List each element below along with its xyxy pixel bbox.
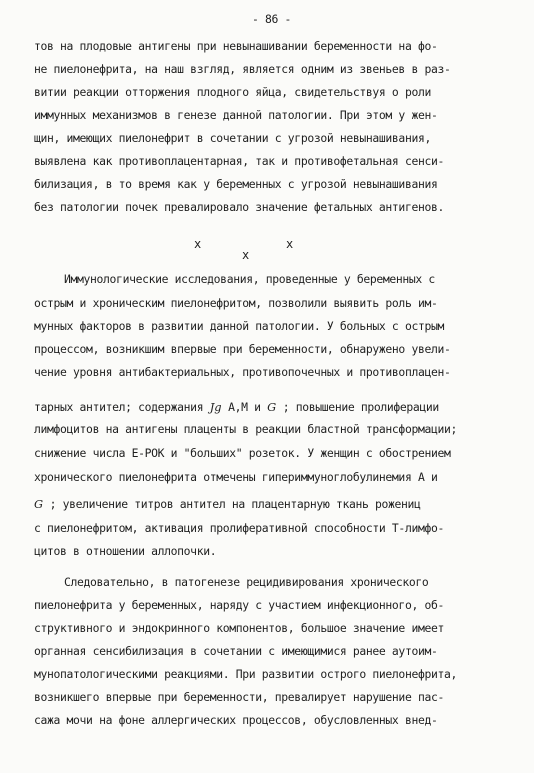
paragraph-3-line-1: Следовательно, в патогенезе рецидивирования хронического	[64, 575, 429, 589]
line-6-start: тарных антител; содержания	[34, 400, 210, 414]
paragraph-2-line-12: цитов в отношении аллопочки.	[34, 544, 217, 558]
paragraph-2-line-1: Иммунологические исследования, проведенные у беременных с	[64, 272, 435, 286]
paragraph-1-line-7: билизация, в то время как у беременных с угрозой невынашивания	[34, 177, 438, 191]
line-6-end: ; повышение пролиферации	[276, 400, 439, 414]
paragraph-1-line-2: не пиелонефрита, на наш взгляд, является одним из звеньев в раз-	[34, 62, 451, 76]
paragraph-1-line-8: без патологии почек превалировало значение фетальных антигенов.	[34, 200, 444, 214]
separator-mark-middle: х	[242, 248, 250, 262]
paragraph-1-line-1: тов на плодовые антигены при невынашивании беременности на фо-	[34, 39, 438, 53]
paragraph-2-line-9: хронического пиелонефрита отмечены гипериммуноглобулинемия А и	[34, 470, 438, 484]
page-number: - 86 -	[252, 12, 292, 26]
separator-mark-right: х	[286, 237, 294, 251]
paragraph-3-line-6: возникшего впервые при беременности, превалирует нарушение пас-	[34, 690, 444, 704]
paragraph-2-line-10	[34, 497, 421, 511]
paragraph-1-line-5: щин, имеющих пиелонефрит в сочетании с угрозой невынашивания,	[34, 131, 431, 145]
paragraph-3-line-2: пиелонефрита у беременных, наряду с участием инфекционного, об-	[34, 598, 444, 612]
paragraph-2-line-7: лимфоцитов на антигены плаценты в реакции бластной трансформации;	[34, 422, 458, 436]
paragraph-2-line-4: процессом, возникшим впервые при беременности, обнаружено увели-	[34, 342, 451, 356]
line-10-end: ; увеличение титров антител на плацентарную ткань рожениц	[43, 497, 421, 511]
immunoglobulin-g-symbol-2: G	[34, 497, 44, 511]
line-6-middle: А,М и	[221, 400, 268, 414]
paragraph-3-line-5: мунопатологическими реакциями. При развитии острого пиелонефрита,	[34, 667, 458, 681]
paragraph-2-line-8: снижение числа Е-РОК и "больших" розеток. У женщин с обострением	[34, 446, 451, 460]
separator-mark-left: х	[194, 237, 202, 251]
paragraph-2-line-3: мунных факторов в развитии данной патологии. У больных с острым	[34, 319, 444, 333]
paragraph-2-line-2: острым и хроническим пиелонефритом, позволили выявить роль им-	[34, 296, 438, 310]
paragraph-3-line-7: сажа мочи на фоне аллергических процессов, обусловленных внед-	[34, 713, 438, 727]
paragraph-2-line-5: чение уровня антибактериальных, противопочечных и противоплацен-	[34, 365, 451, 379]
paragraph-2-line-11: с пиелонефритом, активация пролиферативной способности Т-лимфо-	[34, 521, 444, 535]
paragraph-1-line-4: иммунных механизмов в генезе данной патологии. При этом у жен-	[34, 108, 438, 122]
paragraph-1-line-3: витии реакции отторжения плодного яйца, свидетельствуя о роли	[34, 85, 431, 99]
paragraph-1-line-6: выявлена как противоплацентарная, так и противофетальная сенси-	[34, 154, 444, 168]
paragraph-3-line-3: структивного и эндокринного компонентов, большое значение имеет	[34, 621, 444, 635]
immunoglobulin-g-symbol: G	[267, 400, 277, 414]
paragraph-3-line-4: органная сенсибилизация в сочетании с имеющимися ранее аутоим-	[34, 644, 438, 658]
immunoglobulin-symbol: Jg	[209, 400, 222, 414]
paragraph-2-line-6	[34, 400, 439, 414]
